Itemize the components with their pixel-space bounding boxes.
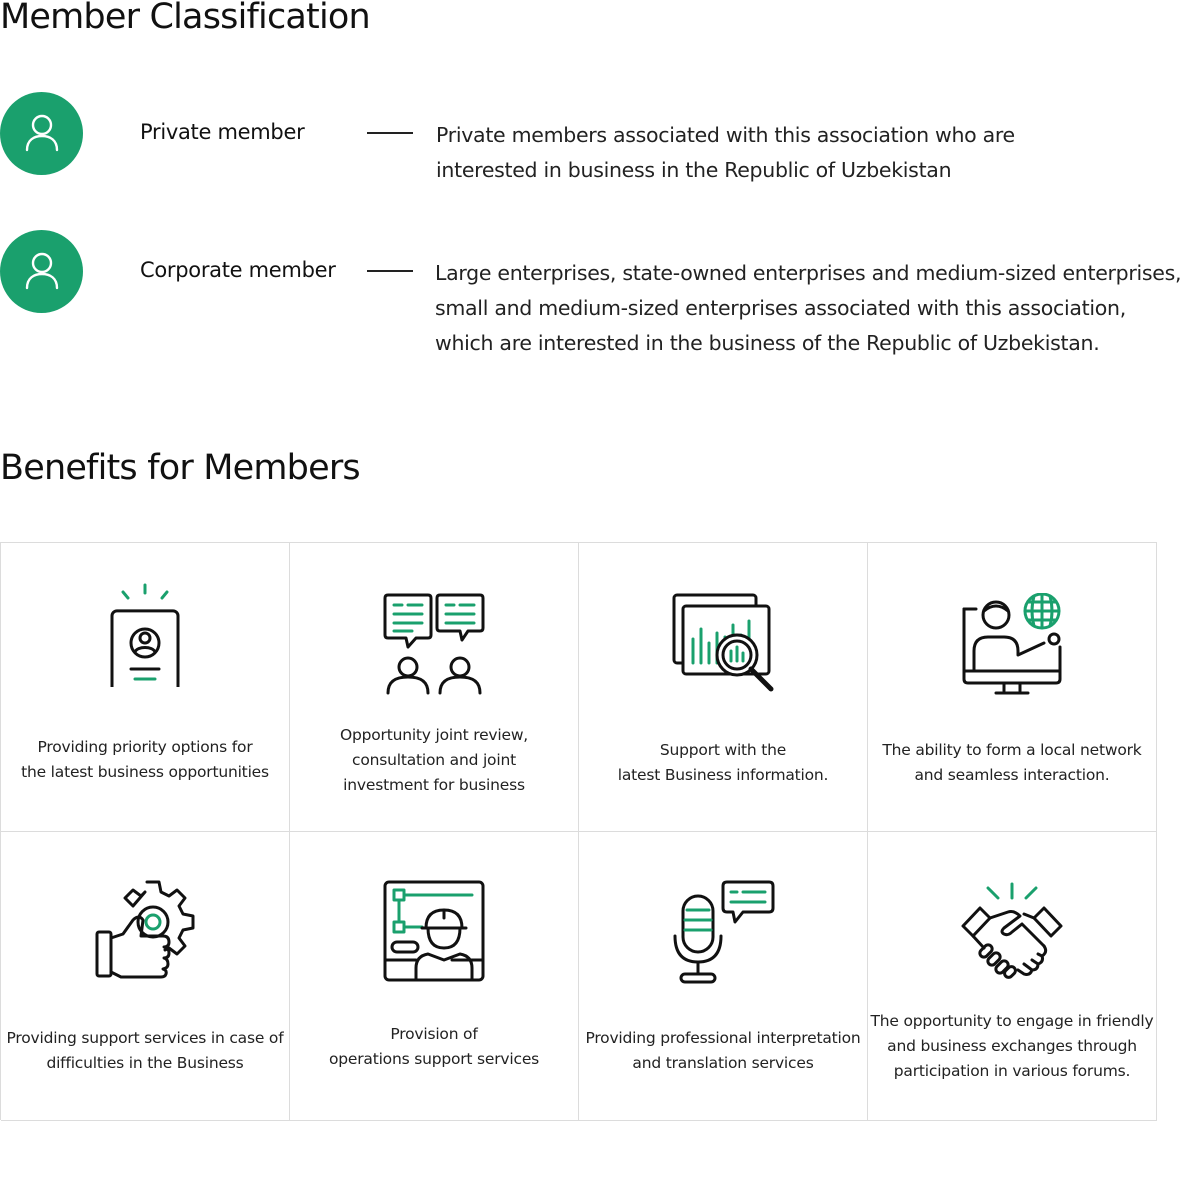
benefits-title: Benefits for Members <box>0 448 360 488</box>
corporate-member-description: Large enterprises, state-owned enterprises and medium-sized enterprises, small and medium-sized enterprises associated with this association, which are interested in the business of the Republic of Uzbekistan. <box>435 261 1182 355</box>
support-gear-thumb-icon <box>93 880 197 984</box>
benefit-caption: Providing support services in case of difficulties in the Business <box>6 1029 284 1072</box>
benefits-grid <box>0 542 1157 1120</box>
dash-divider <box>367 132 413 134</box>
corporate-member-label: Corporate member <box>140 258 336 282</box>
benefit-cell-business-information <box>579 543 868 832</box>
benefit-cell-priority-options <box>1 543 290 832</box>
microphone-chat-icon <box>671 880 775 984</box>
id-card-icon <box>93 583 197 687</box>
benefit-caption: Providing professional interpretation and translation services <box>585 1029 861 1072</box>
private-member-description: Private members associated with this association who are interested in business in the Republic of Uzbekistan <box>436 123 1015 182</box>
benefit-caption: The ability to form a local network and seamless interaction. <box>882 741 1142 784</box>
consultation-icon <box>382 593 486 697</box>
dash-divider <box>367 270 413 272</box>
benefit-caption: The opportunity to engage in friendly and business exchanges through participation in various forums. <box>870 1012 1154 1080</box>
engineer-operations-icon <box>382 880 486 984</box>
network-presenter-icon <box>960 593 1064 697</box>
benefit-cell-joint-review <box>290 543 579 832</box>
benefit-cell-interpretation <box>579 832 868 1121</box>
analytics-search-icon <box>671 593 775 697</box>
user-icon <box>0 230 83 313</box>
benefit-caption: Providing priority options for the latest business opportunities <box>21 738 269 781</box>
private-member-label: Private member <box>140 120 305 144</box>
user-icon <box>0 92 83 175</box>
benefit-caption: Opportunity joint review, consultation and joint investment for business <box>339 726 529 794</box>
member-classification-title: Member Classification <box>0 0 370 37</box>
handshake-icon <box>960 882 1064 986</box>
benefit-cell-local-network <box>868 543 1157 832</box>
benefit-caption: Provision of operations support services <box>328 1025 540 1068</box>
benefit-caption: Support with the latest Business information. <box>617 741 829 784</box>
benefit-cell-support-services <box>1 832 290 1121</box>
benefit-cell-operations-support <box>290 832 579 1121</box>
benefit-cell-forums <box>868 832 1157 1121</box>
